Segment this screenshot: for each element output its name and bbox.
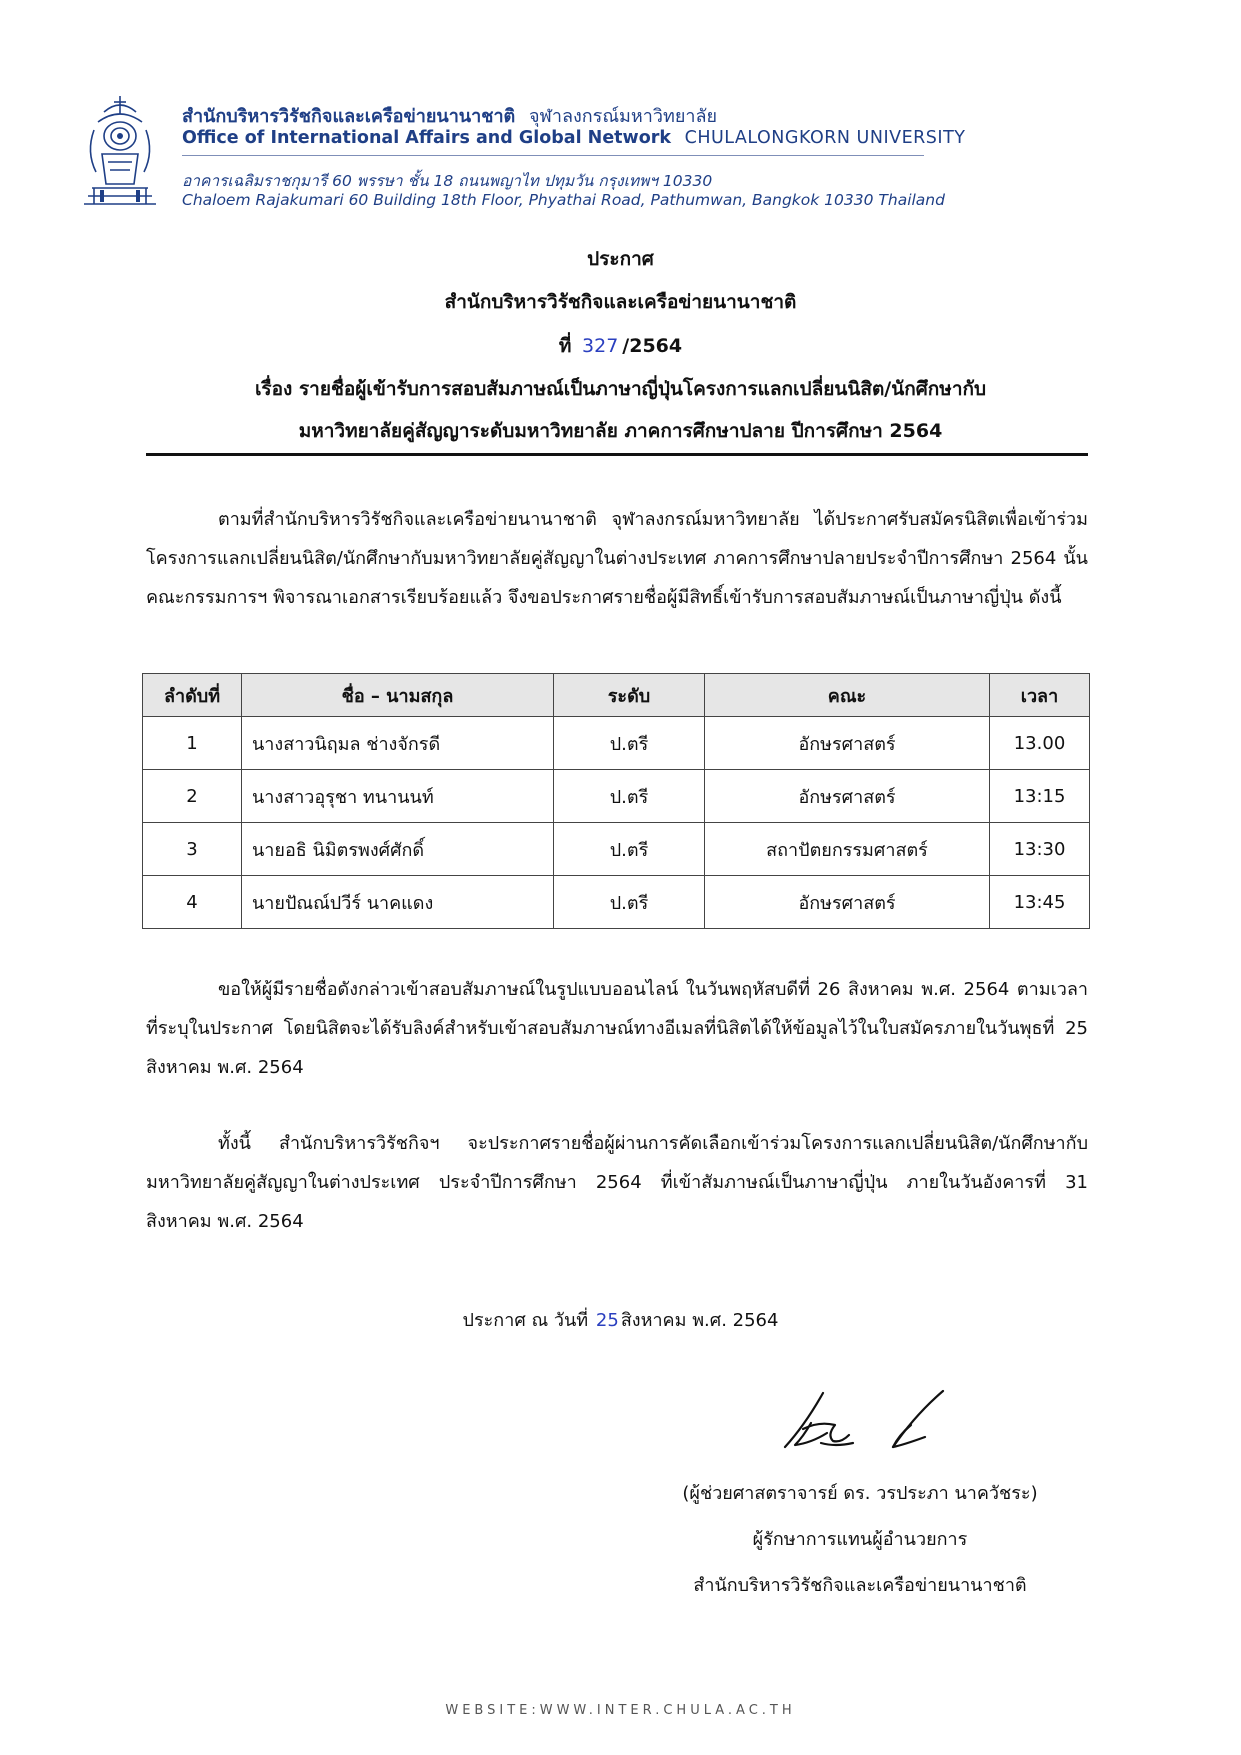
interviewee-table: [142, 673, 1090, 929]
intro-paragraph: [146, 500, 1088, 617]
number-suffix: /2564: [622, 335, 683, 357]
cell-faculty: อักษรศาสตร์: [705, 876, 990, 929]
date-suffix: สิงหาคม พ.ศ. 2564: [620, 1310, 779, 1331]
handwritten-signature: [775, 1385, 960, 1460]
header-order: ลำดับที่: [143, 674, 242, 717]
org-name-english: Office of International Affairs and Global Network: [182, 128, 672, 148]
date-prefix: ประกาศ ณ วันที่: [462, 1310, 589, 1331]
header-time: เวลา: [990, 674, 1090, 717]
date-day: 25: [595, 1310, 619, 1331]
cell-name: นายอธิ นิมิตรพงศ์ศักดิ์: [242, 823, 554, 876]
subject-line-1: เรื่อง รายชื่อผู้เข้ารับการสอบสัมภาษณ์เป็นภาษาญี่ปุ่นโครงการแลกเปลี่ยนนิสิต/นักศึกษากับ: [254, 378, 987, 400]
cell-order: 1: [143, 717, 242, 770]
header-faculty: คณะ: [705, 674, 990, 717]
address-thai: อาคารเฉลิมราชกุมารี 60 พรรษา ชั้น 18 ถนนพญาไท ปทุมวัน กรุงเทพฯ 10330: [182, 172, 713, 190]
interview-details-text: ขอให้ผู้มีรายชื่อดังกล่าวเข้าสอบสัมภาษณ์ในรูปแบบออนไลน์ ในวันพฤหัสบดีที่ 26 สิงหาคม พ.ศ. 2564 ตามเวลาที่ระบุในประกาศ โดยนิสิตจะได้รับลิงค์สำหรับเข้าสอบสัมภาษณ์ทางอีเมลที่นิสิตได้ให้ข้อมูลไว้ในใบสมัครภายในวันพุธที่ 25 สิงหาคม พ.ศ. 2564: [146, 979, 1088, 1078]
letterhead-divider: [182, 155, 924, 156]
cell-faculty: อักษรศาสตร์: [705, 717, 990, 770]
intro-paragraph-text: ตามที่สำนักบริหารวิรัชกิจและเครือข่ายนานาชาติ จุฬาลงกรณ์มหาวิทยาลัย ได้ประกาศรับสมัครนิสิตเพื่อเข้าร่วมโครงการแลกเปลี่ยนนิสิต/นักศึกษากับมหาวิทยาลัยคู่สัญญาในต่างประเทศ ภาคการศึกษาปลายประจำปีการศึกษา 2564 นั้น คณะกรรมการฯ พิจารณาเอกสารเรียบร้อยแล้ว จึงขอประกาศรายชื่อผู้มีสิทธิ์เข้ารับการสอบสัมภาษณ์เป็นภาษาญี่ปุ่น ดังนี้: [146, 509, 1088, 608]
cell-time: 13:30: [990, 823, 1090, 876]
university-name-english: CHULALONGKORN UNIVERSITY: [684, 128, 966, 148]
announcement-date: [0, 1305, 1241, 1334]
table-row: [143, 876, 1090, 929]
cell-level: ป.ตรี: [554, 770, 705, 823]
letterhead-org-english: [182, 128, 965, 148]
number-prefix: ที่: [558, 335, 572, 357]
results-announcement-text: ทั้งนี้ สำนักบริหารวิรัชกิจฯ จะประกาศรายชื่อผู้ผ่านการคัดเลือกเข้าร่วมโครงการแลกเปลี่ยนนิสิต/นักศึกษากับมหาวิทยาลัยคู่สัญญาในต่างประเทศ ประจำปีการศึกษา 2564 ที่เข้าสัมภาษณ์เป็นภาษาญี่ปุ่น ภายในวันอังคารที่ 31 สิงหาคม พ.ศ. 2564: [146, 1133, 1088, 1232]
signer-position: ผู้รักษาการแทนผู้อำนวยการ: [752, 1529, 968, 1550]
cell-name: นางสาวนิฤมล ช่างจักรดี: [242, 717, 554, 770]
cell-time: 13:15: [990, 770, 1090, 823]
cell-time: 13:45: [990, 876, 1090, 929]
table-row: [143, 823, 1090, 876]
cell-name: นางสาวอุรุชา ทนานนท์: [242, 770, 554, 823]
address-english: Chaloem Rajakumari 60 Building 18th Floor, Phyathai Road, Pathumwan, Bangkok 10330 Thailand: [182, 191, 945, 209]
subject-line-2: มหาวิทยาลัยคู่สัญญาระดับมหาวิทยาลัย ภาคการศึกษาปลาย ปีการศึกษา 2564: [298, 420, 943, 442]
cell-order: 3: [143, 823, 242, 876]
letterhead-org-thai: [182, 101, 717, 130]
title-divider: [146, 453, 1088, 456]
cell-time: 13.00: [990, 717, 1090, 770]
org-name-thai: สำนักบริหารวิรัชกิจและเครือข่ายนานาชาติ: [182, 106, 516, 127]
cell-name: นายปัณณ์ปวีร์ นาคแดง: [242, 876, 554, 929]
cell-level: ป.ตรี: [554, 717, 705, 770]
signer-office: สำนักบริหารวิรัชกิจและเครือข่ายนานาชาติ: [693, 1575, 1027, 1596]
cell-level: ป.ตรี: [554, 876, 705, 929]
footer-website: WEBSITE:WWW.INTER.CHULA.AC.TH: [445, 1703, 796, 1718]
table-header-row: [143, 674, 1090, 717]
header-level: ระดับ: [554, 674, 705, 717]
table-row: [143, 770, 1090, 823]
announcement-heading: ประกาศ: [587, 248, 654, 270]
signer-name: (ผู้ช่วยศาสตราจารย์ ดร. วรประภา นาควัชระ): [682, 1483, 1038, 1504]
results-announcement-paragraph: [146, 1124, 1088, 1241]
cell-level: ป.ตรี: [554, 823, 705, 876]
interview-details-paragraph: [146, 970, 1088, 1087]
announcement-number-value: 327: [582, 335, 619, 357]
university-name-thai: จุฬาลงกรณ์มหาวิทยาลัย: [528, 106, 718, 127]
header-name: ชื่อ – นามสกุล: [242, 674, 554, 717]
announcement-office: สำนักบริหารวิรัชกิจและเครือข่ายนานาชาติ: [444, 291, 797, 313]
table-row: [143, 717, 1090, 770]
chulalongkorn-emblem-logo: [80, 92, 160, 210]
cell-order: 4: [143, 876, 242, 929]
cell-faculty: สถาปัตยกรรมศาสตร์: [705, 823, 990, 876]
cell-faculty: อักษรศาสตร์: [705, 770, 990, 823]
cell-order: 2: [143, 770, 242, 823]
announcement-number: [0, 331, 1241, 361]
